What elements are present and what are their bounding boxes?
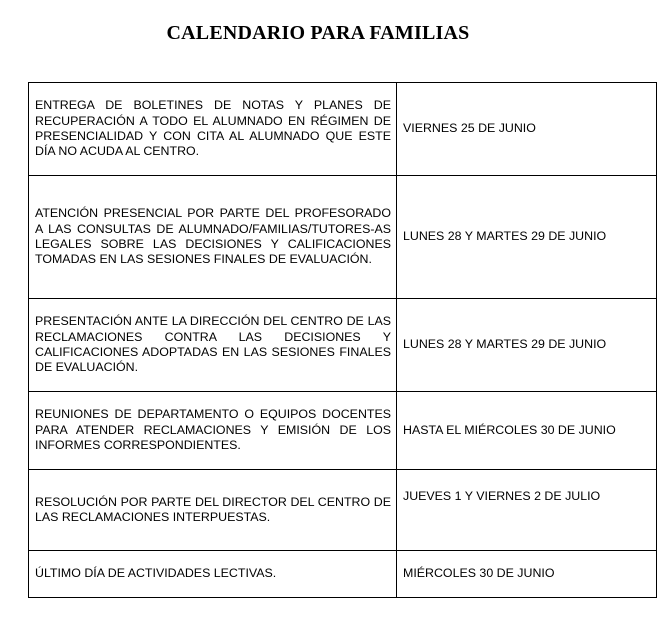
activity-cell: PRESENTACIÓN ANTE LA DIRECCIÓN DEL CENTRO DE LAS RECLAMACIONES CONTRA LAS DECISIONES Y CALIFICACIONES ADOPTADAS EN LAS SESIONES FINALES DE EVALUACIÓN. [29,299,397,392]
page-title: CALENDARIO PARA FAMILIAS [166,22,470,44]
activity-cell: RESOLUCIÓN POR PARTE DEL DIRECTOR DEL CENTRO DE LAS RECLAMACIONES INTERPUESTAS. [29,470,397,551]
table-row [29,392,657,470]
table-row [29,470,657,551]
date-cell: LUNES 28 Y MARTES 29 DE JUNIO [397,176,657,299]
table-row [29,176,657,299]
activity-cell: ATENCIÓN PRESENCIAL POR PARTE DEL PROFESORADO A LAS CONSULTAS DE ALUMNADO/FAMILIAS/TUTORES-AS LEGALES SOBRE LAS DECISIONES Y CALIFICACIONES TOMADAS EN LAS SESIONES FINALES DE EVALUACIÓN. [29,176,397,299]
date-cell: MIÉRCOLES 30 DE JUNIO [397,551,657,598]
date-cell: JUEVES 1 Y VIERNES 2 DE JULIO [397,470,657,551]
calendar-table [28,82,657,598]
date-cell: VIERNES 25 DE JUNIO [397,83,657,176]
activity-cell: ENTREGA DE BOLETINES DE NOTAS Y PLANES DE RECUPERACIÓN A TODO EL ALUMNADO EN RÉGIMEN DE PRESENCIALIDAD Y CON CITA AL ALUMNADO QUE ESTE DÍA NO ACUDA AL CENTRO. [29,83,397,176]
date-cell: HASTA EL MIÉRCOLES 30 DE JUNIO [397,392,657,470]
table-row [29,83,657,176]
activity-cell: REUNIONES DE DEPARTAMENTO O EQUIPOS DOCENTES PARA ATENDER RECLAMACIONES Y EMISIÓN DE LOS INFORMES CORRESPONDIENTES. [29,392,397,470]
table-row [29,299,657,392]
activity-cell: ÚLTIMO DÍA DE ACTIVIDADES LECTIVAS. [29,551,397,598]
date-cell: LUNES 28 Y MARTES 29 DE JUNIO [397,299,657,392]
table-row [29,551,657,598]
